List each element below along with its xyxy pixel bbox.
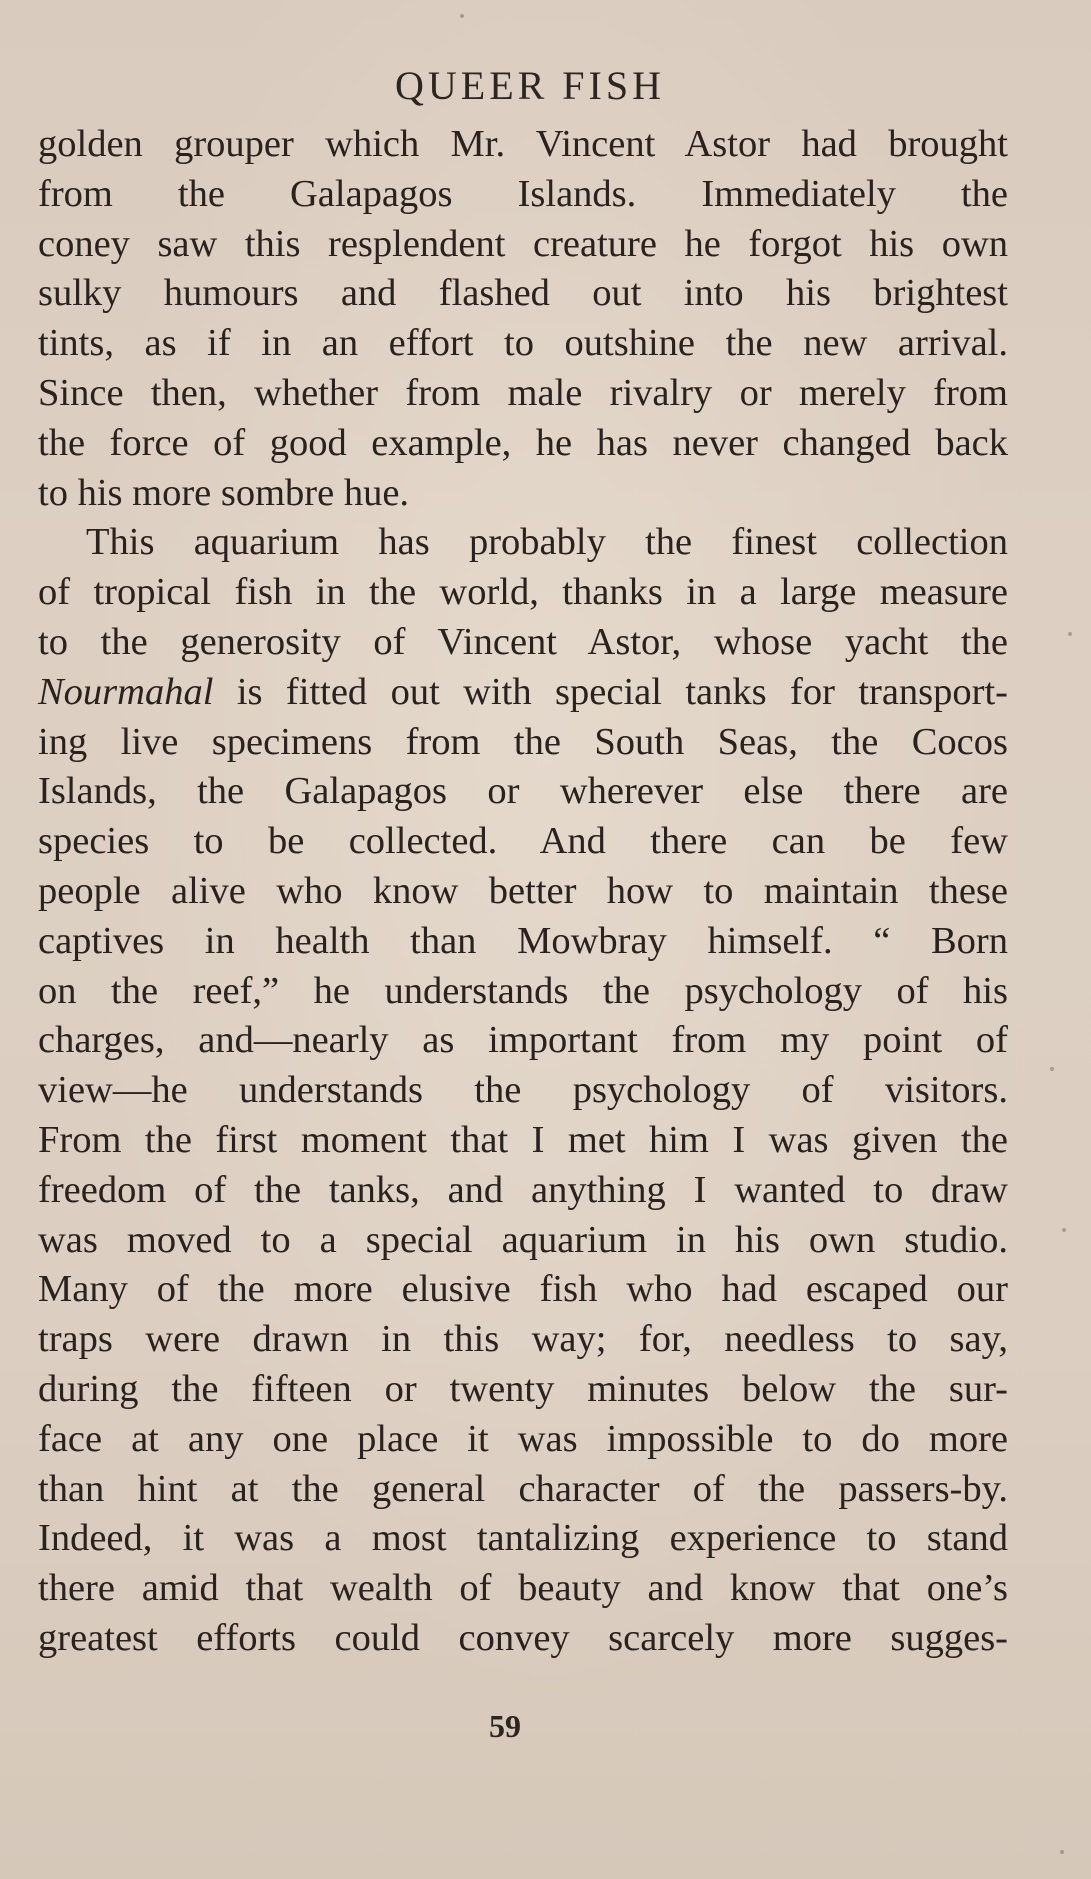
text-line: Islands, the Galapagos or wherever else there are <box>38 770 1008 813</box>
text-segment: is fitted out with special tanks for transport- <box>213 670 1008 713</box>
text-line: golden grouper which Mr. Vincent Astor had brought <box>38 123 1008 165</box>
text-line: view—he understands the psychology of visitors. <box>38 1069 1008 1112</box>
text-line: species to be collected. And there can be few <box>38 820 1008 863</box>
paper-speck <box>1062 1228 1066 1232</box>
text-line: than hint at the general character of the passers-by. <box>38 1467 1008 1510</box>
text-line: From the first moment that I met him I was given the <box>38 1118 1008 1161</box>
text-line: on the reef,” he understands the psychology of his <box>38 969 1008 1012</box>
paper-speck <box>1050 1067 1054 1071</box>
text-line: freedom of the tanks, and anything I wanted to draw <box>38 1168 1008 1211</box>
text-line: This aquarium has probably the finest collection <box>86 521 1008 564</box>
yacht-name: Nourmahal <box>38 670 214 713</box>
text-line: to the generosity of Vincent Astor, whose yacht the <box>38 620 1008 663</box>
text-line: face at any one place it was impossible to do more <box>38 1417 1008 1460</box>
body-text <box>38 120 1008 1664</box>
text-line: of tropical fish in the world, thanks in a large measure <box>38 571 1008 614</box>
text-line: greatest efforts could convey scarcely more sugges- <box>38 1616 1008 1659</box>
running-head: QUEER FISH <box>394 63 666 108</box>
text-line: Indeed, it was a most tantalizing experience to stand <box>38 1517 1008 1560</box>
text-line: captives in health than Mowbray himself. “ Born <box>38 919 1008 962</box>
paper-speck <box>1060 1850 1064 1854</box>
text-line: Since then, whether from male rivalry or merely from <box>38 371 1008 414</box>
paper-speck <box>1068 632 1072 636</box>
text-line: Many of the more elusive fish who had escaped our <box>38 1268 1008 1311</box>
text-line: was moved to a special aquarium in his own studio. <box>38 1218 1008 1261</box>
paper-speck <box>460 14 464 18</box>
text-line: to his more sombre hue. <box>38 471 410 514</box>
text-line: sulky humours and flashed out into his brightest <box>38 272 1008 315</box>
text-line: ing live specimens from the South Seas, the Cocos <box>38 720 1008 763</box>
text-line: charges, and—nearly as important from my point of <box>38 1019 1008 1062</box>
page-number: 59 <box>489 1708 521 1744</box>
text-line: from the Galapagos Islands. Immediately the <box>38 172 1008 215</box>
text-line <box>38 668 1008 718</box>
text-line: traps were drawn in this way; for, needless to say, <box>38 1318 1008 1361</box>
text-line: there amid that wealth of beauty and know that one’s <box>38 1567 1008 1610</box>
text-line: during the fifteen or twenty minutes below the sur- <box>38 1367 1008 1410</box>
text-line: coney saw this resplendent creature he forgot his own <box>38 222 1008 265</box>
text-line: tints, as if in an effort to outshine the new arrival. <box>38 322 1008 365</box>
text-line: the force of good example, he has never changed back <box>38 421 1008 464</box>
text-line: people alive who know better how to maintain these <box>38 869 1008 912</box>
